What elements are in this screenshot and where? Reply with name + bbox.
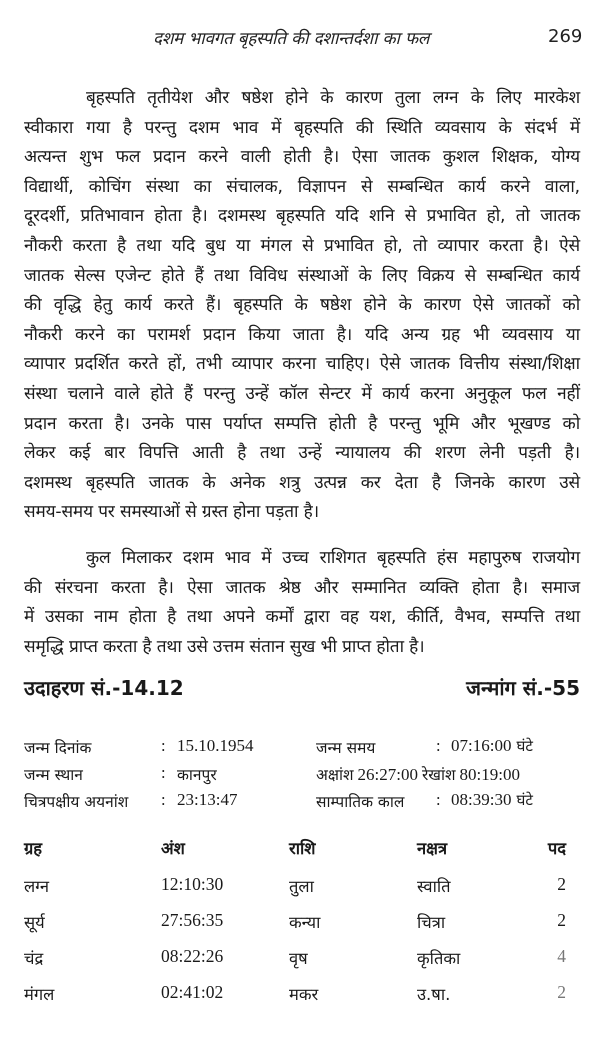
coordinates [316, 763, 524, 785]
text-line: संस्था चलाने वाले होते हैं परन्तु उन्हें कॉल सेन्टर में कार्य करना अनुकूल फल नहीं [24, 383, 580, 404]
planet-positions-table [24, 836, 580, 1018]
sidereal-time-number: 08:39:30 [451, 790, 512, 809]
graha-cell: चंद्र [24, 949, 44, 968]
table-header-row [24, 836, 580, 874]
separator-colon: : [436, 790, 441, 809]
hours-unit: घंटे [516, 737, 533, 755]
table-row [24, 874, 580, 910]
ansh-cell: 12:10:30 [161, 874, 224, 894]
graha-cell: मंगल [24, 985, 55, 1004]
birth-date-row [24, 736, 580, 763]
birth-time-number: 07:16:00 [451, 736, 512, 755]
text-line: बृहस्पति तृतीयेश और षष्ठेश होने के कारण तुला लग्न के लिए मारकेश [86, 88, 580, 108]
running-header [0, 26, 600, 56]
kundli-number: जन्मांग सं.-55 [466, 676, 580, 700]
rashi-cell: वृष [289, 949, 308, 968]
pad-cell: 2 [557, 982, 566, 1002]
column-header-nakshatra: नक्षत्र [417, 839, 448, 858]
text-line: स्वीकारा गया है परन्तु दशम भाव में बृहस्पति की स्थिति व्यवसाय के संदर्भ में [24, 117, 580, 138]
birth-place-label: जन्म स्थान [24, 766, 83, 784]
birth-time-value [451, 736, 533, 756]
text-line: प्रदान करता है। उनके पास पर्याप्त सम्पत्ति होती है परन्तु भूमि और भूखण्ड को [24, 413, 580, 434]
separator-colon: : [161, 790, 166, 809]
sidereal-time-label: साम्पातिक काल [316, 793, 405, 811]
separator-colon: : [161, 736, 166, 755]
text-line: की वृद्धि हेतु कार्य करते हैं। बृहस्पति के षष्ठेश होने के कारण ऐसे जातकों को [24, 295, 580, 316]
birth-place-value: कानपुर [177, 766, 217, 784]
text-line: दशमस्थ बृहस्पति जातक के अनेक शत्रु उत्पन्न कर देता है जिनके कारण उसे [24, 472, 580, 493]
ayanamsha-row [24, 790, 580, 817]
text-line: समय-समय पर समस्याओं से ग्रस्त होना पड़ता है। [24, 502, 319, 523]
latitude-label: अक्षांश [316, 766, 354, 784]
text-line: नौकरी करने का परामर्श प्रदान किया जाता है। यदि अन्य ग्रह भी व्यवसाय या [24, 324, 580, 345]
graha-cell: लग्न [24, 877, 49, 896]
pad-cell: 4 [557, 946, 566, 966]
nakshatra-cell: उ.षा. [417, 985, 451, 1004]
nakshatra-cell: चित्रा [417, 913, 446, 932]
text-line: अत्यन्त शुभ फल प्रदान करने वाली होती है। ऐसा जातक कुशल शिक्षक, योग्य [24, 147, 580, 168]
text-line: कुल मिलाकर दशम भाव में उच्च राशिगत बृहस्पति हंस महापुरुष राजयोग [86, 548, 580, 568]
nakshatra-cell: कृतिका [417, 949, 461, 968]
latitude-value: 26:27:00 [357, 765, 418, 784]
text-line: जातक सेल्स एजेन्ट होते हैं तथा विविध संस्थाओं के लिए विक्रय से सम्बन्धित कार्य [24, 265, 580, 286]
longitude-value: 80:19:00 [459, 765, 520, 784]
page-number: 269 [548, 26, 583, 47]
text-line: विद्यार्थी, कोचिंग संस्था का संचालक, विज्ञापन से सम्बन्धित कार्य करने वाला, [24, 176, 580, 197]
example-heading [24, 674, 580, 706]
birth-date-value: 15.10.1954 [177, 736, 254, 755]
nakshatra-cell: स्वाति [417, 877, 451, 896]
rashi-cell: कन्या [289, 913, 321, 932]
column-header-graha: ग्रह [24, 839, 43, 858]
text-line: में उसका नाम होता है तथा अपने कर्मों द्वारा वह यश, कीर्ति, वैभव, सम्पत्ति तथा [24, 607, 580, 628]
text-line: समृद्धि प्राप्त करता है तथा उसे उत्तम संतान सुख भी प्राप्त होता है। [24, 636, 425, 657]
pad-cell: 2 [557, 910, 566, 930]
table-row [24, 946, 580, 982]
hours-unit: घंटे [516, 791, 533, 809]
column-header-rashi: राशि [289, 839, 316, 858]
birth-time-label: जन्म समय [316, 739, 376, 757]
birth-place-row [24, 763, 580, 790]
ansh-cell: 27:56:35 [161, 910, 224, 930]
table-row [24, 910, 580, 946]
ayanamsha-label: चित्रपक्षीय अयनांश [24, 793, 129, 811]
ayanamsha-value: 23:13:47 [177, 790, 238, 809]
ansh-cell: 08:22:26 [161, 946, 224, 966]
rashi-cell: तुला [289, 877, 314, 896]
ansh-cell: 02:41:02 [161, 982, 224, 1002]
text-line: व्यापार प्रदर्शित करते हों, तभी व्यापार करना चाहिए। ऐसे जातक वित्तीय संस्था/शिक्षा [24, 354, 580, 375]
text-line: दूरदर्शी, प्रतिभावान होता है। दशमस्थ बृहस्पति यदि शनि से प्रभावित हो, तो जातक [24, 206, 580, 227]
example-number: उदाहरण सं.-14.12 [24, 676, 184, 700]
sidereal-time-value [451, 790, 533, 810]
table-row [24, 982, 580, 1018]
paragraph-1 [24, 84, 580, 528]
birth-details [24, 736, 580, 817]
text-line: नौकरी करता है तथा यदि बुध या मंगल से प्रभावित हो, तो व्यापार करता है। ऐसे [24, 235, 580, 256]
longitude-label: रेखांश [421, 766, 456, 784]
column-header-ansh: अंश [161, 839, 185, 858]
separator-colon: : [436, 736, 441, 755]
graha-cell: सूर्य [24, 913, 45, 932]
column-header-pad: पद [547, 839, 566, 858]
chapter-running-title: दशम भावगत बृहस्पति की दशान्तर्दशा का फल [153, 29, 430, 49]
rashi-cell: मकर [289, 985, 319, 1004]
text-line: की संरचना करता है। ऐसा जातक श्रेष्ठ और सम्मानित व्यक्ति होता है। समाज [24, 577, 580, 598]
birth-date-label: जन्म दिनांक [24, 739, 92, 757]
paragraph-2 [24, 544, 580, 662]
pad-cell: 2 [557, 874, 566, 894]
text-line: लेकर कई बार विपत्ति आती है तथा उन्हें न्यायालय की शरण लेनी पड़ती है। [24, 443, 580, 464]
separator-colon: : [161, 763, 166, 782]
